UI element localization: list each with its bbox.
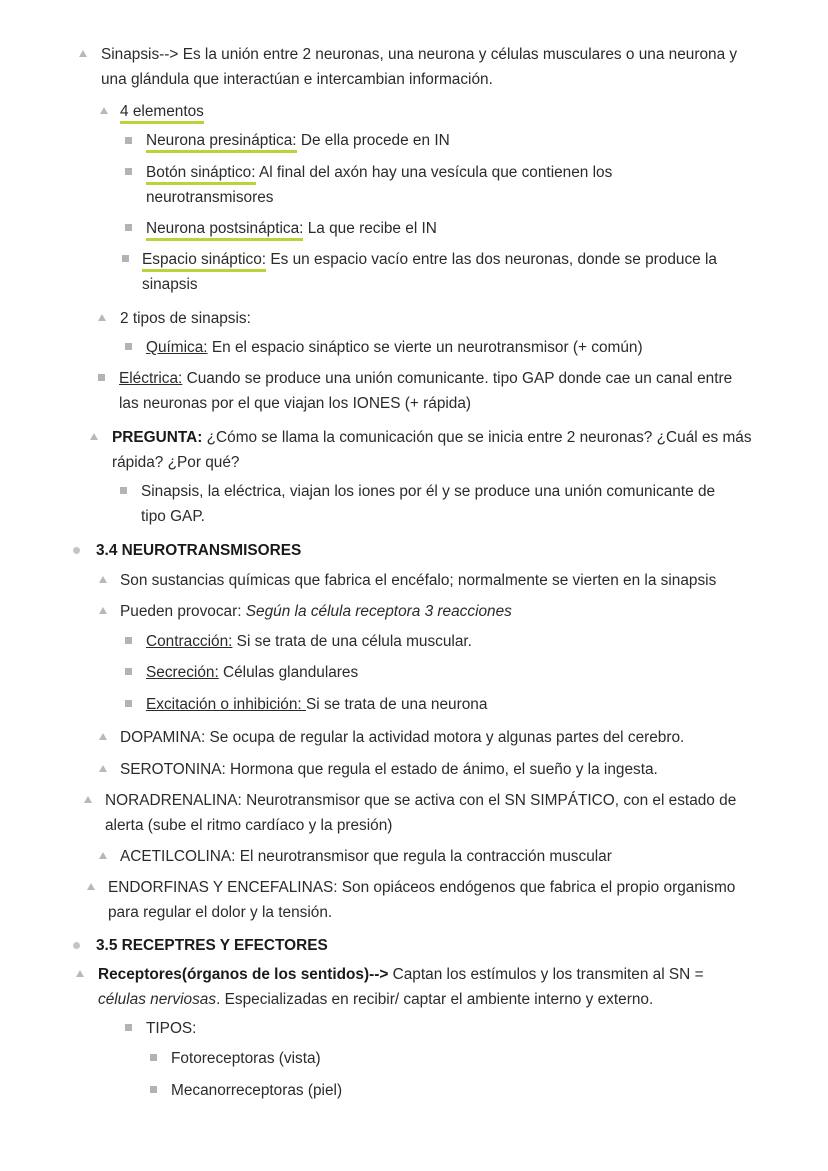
text-presinaptica: Neurona presináptica: De ella procede en IN bbox=[146, 128, 450, 153]
text-provocar: Pueden provocar: Según la célula receptora 3 reacciones bbox=[120, 603, 512, 620]
text-respuesta-cont: tipo GAP. bbox=[141, 508, 205, 525]
text-tipos: TIPOS: bbox=[146, 1020, 197, 1037]
circle-bullet-icon bbox=[73, 547, 80, 554]
triangle-bullet-icon bbox=[99, 733, 107, 740]
text-4-elementos: 4 elementos bbox=[120, 99, 204, 124]
text-noradrenalina-cont: alerta (sube el ritmo cardíaco y la presión) bbox=[105, 817, 393, 834]
text-boton-cont: neurotransmisores bbox=[146, 189, 274, 206]
square-bullet-icon bbox=[125, 137, 132, 144]
triangle-bullet-icon bbox=[90, 433, 98, 440]
text-contraccion: Contracción: Si se trata de una célula muscular. bbox=[146, 633, 472, 650]
text-endorfinas: ENDORFINAS Y ENCEFALINAS: Son opiáceos endógenos que fabrica el propio organismo bbox=[108, 879, 736, 896]
text-endorfinas-cont: para regular el dolor y la tensión. bbox=[108, 904, 333, 921]
square-bullet-icon bbox=[125, 1024, 132, 1031]
triangle-bullet-icon bbox=[99, 852, 107, 859]
text-pregunta-cont: rápida? ¿Por qué? bbox=[112, 454, 240, 471]
text-excitacion: Excitación o inhibición: Si se trata de una neurona bbox=[146, 696, 488, 713]
triangle-bullet-icon bbox=[99, 576, 107, 583]
square-bullet-icon bbox=[125, 668, 132, 675]
triangle-bullet-icon bbox=[99, 765, 107, 772]
heading-neurotransmisores: 3.4 NEUROTRANSMISORES bbox=[96, 542, 302, 559]
triangle-bullet-icon bbox=[87, 883, 95, 890]
square-bullet-icon bbox=[120, 487, 127, 494]
triangle-bullet-icon bbox=[99, 607, 107, 614]
text-quimica: Química: En el espacio sináptico se vierte un neurotransmisor (+ común) bbox=[146, 339, 643, 356]
text-sustancias: Son sustancias químicas que fabrica el encéfalo; normalmente se vierten en la sinapsis bbox=[120, 572, 717, 589]
triangle-bullet-icon bbox=[84, 796, 92, 803]
text-noradrenalina: NORADRENALINA: Neurotransmisor que se activa con el SN SIMPÁTICO, con el estado de bbox=[105, 792, 737, 809]
text-receptores: Receptores(órganos de los sentidos)--> Captan los estímulos y los transmiten al SN = bbox=[98, 966, 704, 983]
square-bullet-icon bbox=[122, 255, 129, 262]
text-mecanorreceptoras: Mecanorreceptoras (piel) bbox=[171, 1082, 343, 1099]
text-acetilcolina: ACETILCOLINA: El neurotransmisor que regula la contracción muscular bbox=[120, 848, 612, 865]
text-postsinaptica: Neurona postsináptica: La que recibe el IN bbox=[146, 216, 437, 241]
text-dopamina: DOPAMINA: Se ocupa de regular la actividad motora y algunas partes del cerebro. bbox=[120, 729, 685, 746]
square-bullet-icon bbox=[150, 1086, 157, 1093]
text-serotonina: SEROTONINA: Hormona que regula el estado de ánimo, el sueño y la ingesta. bbox=[120, 761, 658, 778]
square-bullet-icon bbox=[125, 637, 132, 644]
triangle-bullet-icon bbox=[98, 314, 106, 321]
square-bullet-icon bbox=[125, 168, 132, 175]
text-tipos-sinapsis: 2 tipos de sinapsis: bbox=[120, 310, 251, 327]
heading-receptores: 3.5 RECEPTRES Y EFECTORES bbox=[96, 937, 328, 954]
text-respuesta: Sinapsis, la eléctrica, viajan los iones por él y se produce una unión comunicante de bbox=[141, 483, 716, 500]
text-pregunta: PREGUNTA: ¿Cómo se llama la comunicación que se inicia entre 2 neuronas? ¿Cuál es más bbox=[112, 429, 752, 446]
triangle-bullet-icon bbox=[76, 970, 84, 977]
text-receptores-cont: células nerviosas. Especializadas en recibir/ captar el ambiente interno y externo. bbox=[98, 991, 654, 1008]
text-espacio-cont: sinapsis bbox=[142, 276, 198, 293]
text-secrecion: Secreción: Células glandulares bbox=[146, 664, 359, 681]
square-bullet-icon bbox=[98, 374, 105, 381]
text-sinapsis: Sinapsis--> Es la unión entre 2 neuronas, una neurona y células musculares o una neurona y bbox=[101, 46, 738, 63]
text-espacio: Espacio sináptico: Es un espacio vacío entre las dos neuronas, donde se produce la bbox=[142, 247, 717, 272]
circle-bullet-icon bbox=[73, 942, 80, 949]
text-electrica-cont: las neuronas por el que viajan los IONES (+ rápida) bbox=[119, 395, 472, 412]
text-electrica: Eléctrica: Cuando se produce una unión comunicante. tipo GAP donde cae un canal entre bbox=[119, 370, 733, 387]
text-fotoreceptoras: Fotoreceptoras (vista) bbox=[171, 1050, 321, 1067]
text-sinapsis-cont: una glándula que interactúan e intercambian información. bbox=[101, 71, 493, 88]
triangle-bullet-icon bbox=[79, 50, 87, 57]
square-bullet-icon bbox=[125, 343, 132, 350]
square-bullet-icon bbox=[125, 224, 132, 231]
square-bullet-icon bbox=[150, 1054, 157, 1061]
triangle-bullet-icon bbox=[100, 107, 108, 114]
square-bullet-icon bbox=[125, 700, 132, 707]
text-boton: Botón sináptico: Al final del axón hay una vesícula que contienen los bbox=[146, 160, 612, 185]
